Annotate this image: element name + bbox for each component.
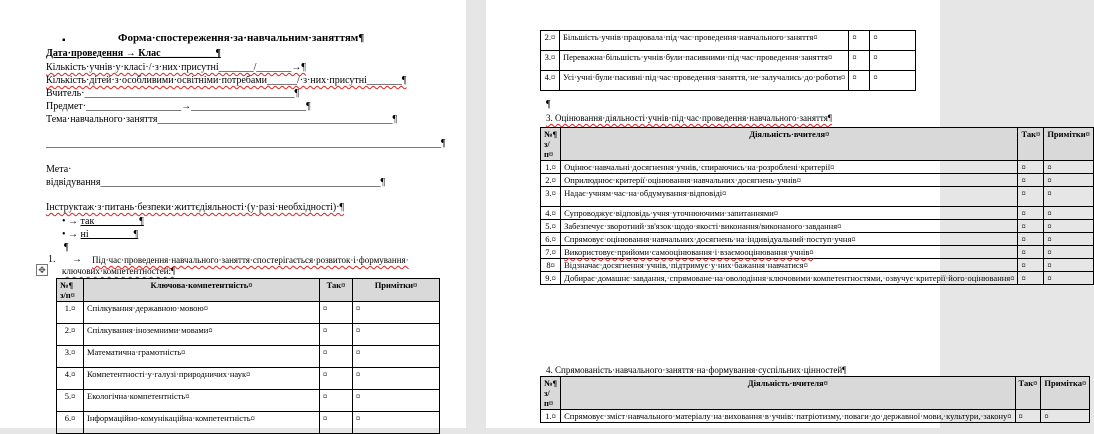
table-row: 2.¤ Оприлюднює·критерії·оцінювання·навчальних·досягнень·учнів¤ ¤ ¤ — [541, 174, 1094, 187]
table-row: 1.¤ Спілкування·державною·мовою¤ ¤ ¤ — [57, 302, 440, 324]
table-move-handle-icon[interactable]: ✥ — [36, 264, 48, 276]
item1-text: Під·час·проведення·навчального·заняття·спостерігається·розвиток·і·формування· — [92, 255, 409, 265]
competence-table — [56, 278, 440, 434]
field-subject[interactable]: Предмет·___________________→_______________________¶ — [46, 101, 311, 112]
table-row: 2.¤ Більшість·учнів·працювала·під·час·проведення·навчального·заняття¤ ¤ ¤ — [541, 31, 916, 51]
yes-cell[interactable]: ¤ — [1018, 174, 1044, 187]
option-yes[interactable]: • → так_________¶ — [62, 216, 144, 227]
yes-cell[interactable]: ¤ — [1018, 272, 1044, 285]
note-cell[interactable]: ¤ — [1044, 220, 1094, 233]
yes-cell[interactable]: ¤ — [1018, 259, 1044, 272]
note-cell[interactable]: ¤ — [353, 412, 440, 434]
field-date-class[interactable]: Дата·проведення → Клас___________¶ — [46, 48, 221, 59]
note-cell[interactable]: ¤ — [870, 31, 916, 51]
col-number: №¶ з/п¤ — [541, 377, 561, 410]
table-row: 1.¤ Оцінює·навчальні·досягнення·учнів,·спираючись·на·розроблені·критерії¤ ¤ ¤ — [541, 161, 1094, 174]
note-cell[interactable]: ¤ — [1044, 233, 1094, 246]
yes-cell[interactable]: ¤ — [1018, 187, 1044, 207]
col-number: №¶ з/п¤ — [57, 279, 84, 302]
col-notes: Примітки¤ — [353, 279, 440, 302]
table-row: 1.¤ Спрямовує·зміст·навчального·матеріалу·на·виховання·в·учнів:·патріотизму,·поваги·до·державної·мови,·культури,·закону¤ ¤ ¤ — [541, 410, 1090, 423]
col-yes: Так¤ — [1015, 377, 1041, 410]
yes-cell[interactable]: ¤ — [1018, 161, 1044, 174]
note-cell[interactable]: ¤ — [1044, 207, 1094, 220]
table-row: 6.¤ Інформаційно-комунікаційна·компетентність¤ ¤ ¤ — [57, 412, 440, 434]
yes-cell[interactable]: ¤ — [1018, 233, 1044, 246]
section-4-heading: 4. Спрямованість·навчального·заняття·на·формування·суспільних·цінностей¶ — [546, 365, 847, 375]
yes-cell[interactable]: ¤ — [320, 390, 353, 412]
yes-cell[interactable]: ¤ — [320, 302, 353, 324]
yes-cell[interactable]: ¤ — [1018, 207, 1044, 220]
col-yes: Так¤ — [1018, 128, 1044, 161]
note-cell[interactable]: ¤ — [870, 51, 916, 71]
col-teacher-activity: Діяльність·вчителя¤ — [561, 377, 1015, 410]
participation-table — [540, 30, 916, 91]
table-row: 6.¤ Спрямовує·оцінювання·навчальних·досягнень·на·індивідуальний·поступ·учня¤ ¤ ¤ — [541, 233, 1094, 246]
values-table — [540, 376, 1090, 423]
yes-cell[interactable]: ¤ — [1015, 410, 1041, 423]
yes-cell[interactable]: ¤ — [849, 71, 870, 91]
field-purpose-label: Мета· — [46, 164, 72, 175]
field-students-count[interactable]: Кількість·учнів·у·класі·/·з·них·присутні_______/_______→¶ — [46, 62, 306, 73]
col-yes: Так¤ — [320, 279, 353, 302]
table-row: 5.¤ Екологічна·компетентність¤ ¤ ¤ — [57, 390, 440, 412]
table-row: 5.¤ Забезпечує·зворотний·зв'язок·щодо·якості·виконання/виконаного·завдання¤ ¤ ¤ — [541, 220, 1094, 233]
note-cell[interactable]: ¤ — [1044, 272, 1094, 285]
yes-cell[interactable]: ¤ — [320, 368, 353, 390]
col-number: №¶ з/п¤ — [541, 128, 561, 161]
item1-text-cont: ключових·компетентностей:¶ — [62, 266, 176, 276]
note-cell[interactable]: ¤ — [1044, 246, 1094, 259]
yes-cell[interactable]: ¤ — [1018, 220, 1044, 233]
field-purpose[interactable]: відвідування________________________________________________________¶ — [46, 177, 386, 188]
field-special-needs-count[interactable]: Кількість·дітей·з·особливими·освітніми·потребами______/·з·них·присутні_______¶ — [46, 75, 407, 86]
section-3-heading: 3. Оцінювання·діяльності·учнів·під·час·проведення·навчального·заняття¶ — [546, 113, 832, 123]
table-row: 3.¤ Переважна·більшість·учнів·були·пасивними·під·час·проведення·заняття¤ ¤ ¤ — [541, 51, 916, 71]
note-cell[interactable]: ¤ — [353, 302, 440, 324]
col-teacher-activity: Діяльність·вчителя¤ — [561, 128, 1018, 161]
note-cell[interactable]: ¤ — [1044, 161, 1094, 174]
table-row: 8¤ Відзначає·досягнення·учнів,·підтримує·у·них·бажання·навчатися¤ ¤ ¤ — [541, 259, 1094, 272]
safety-instruction-label: Інструктаж·з·питань·безпеки·життєдіяльності·(у·разі·необхідності)·¶ — [46, 202, 345, 213]
note-cell[interactable]: ¤ — [1044, 174, 1094, 187]
col-note: Примітка¤ — [1041, 377, 1090, 410]
yes-cell[interactable]: ¤ — [1018, 246, 1044, 259]
note-cell[interactable]: ¤ — [353, 324, 440, 346]
table-row: 7.¤ Використовує·прийоми·самооцінювання·і·взаємооцінювання·учнів¤ ¤ ¤ — [541, 246, 1094, 259]
table-row: 2.¤ Спілкування·іноземними·мовами¤ ¤ ¤ — [57, 324, 440, 346]
note-cell[interactable]: ¤ — [870, 71, 916, 91]
document-page-right — [486, 0, 1090, 428]
field-topic[interactable]: Тема·навчального·заняття_______________________________________________¶ — [46, 114, 398, 125]
form-title: Форма·спостереження·за·навчальним·заняттям¶ — [118, 32, 365, 44]
table-row: 9.¤ Добирає·домашнє·завдання,·спрямоване·на·оволодіння·ключовими·компетентностями,·озвучує·критерії·його·оцінювання¤ ¤ ¤ — [541, 272, 1094, 285]
paragraph-mark: ¶ — [64, 242, 69, 253]
note-cell[interactable]: ¤ — [353, 346, 440, 368]
document-page-left — [0, 0, 466, 428]
table-row: 3.¤ Надає·учням·час·на·обдумування·відповіді¤ ¤ ¤ — [541, 187, 1094, 207]
arrow-icon: → — [72, 254, 82, 265]
note-cell[interactable]: ¤ — [353, 368, 440, 390]
note-cell[interactable]: ¤ — [1041, 410, 1090, 423]
note-cell[interactable]: ¤ — [1044, 187, 1094, 207]
yes-cell[interactable]: ¤ — [849, 51, 870, 71]
col-competence: Ключова·компетентність¤ — [84, 279, 320, 302]
assessment-table — [540, 127, 1094, 285]
item1-number: 1. — [48, 254, 56, 265]
note-cell[interactable]: ¤ — [1044, 259, 1094, 272]
page-gap — [466, 0, 486, 428]
option-no[interactable]: • → ні_________¶ — [62, 229, 139, 240]
yes-cell[interactable]: ¤ — [320, 346, 353, 368]
yes-cell[interactable]: ¤ — [320, 412, 353, 434]
field-topic-continued[interactable]: _______________________________________________________________________________¶ — [46, 138, 446, 149]
col-notes: Примітки¤ — [1044, 128, 1094, 161]
field-teacher[interactable]: Вчитель·__________________________________________¶ — [46, 88, 300, 99]
note-cell[interactable]: ¤ — [353, 390, 440, 412]
table-row: 4.¤ Супроводжує·відповідь·учня·уточнюючими·запитаннями¤ ¤ ¤ — [541, 207, 1094, 220]
bullet-mark: ▪ — [62, 35, 66, 46]
paragraph-mark: ¶ — [546, 99, 551, 110]
table-row: 3.¤ Математична·грамотність¤ ¤ ¤ — [57, 346, 440, 368]
yes-cell[interactable]: ¤ — [849, 31, 870, 51]
table-row: 4.¤ Усі·учні·були·пасивні·під·час·проведення·заняття,·не·залучались·до·роботи¤ ¤ ¤ — [541, 71, 916, 91]
table-row: 4.¤ Компетентності·у·галузі·природничих·наук¤ ¤ ¤ — [57, 368, 440, 390]
yes-cell[interactable]: ¤ — [320, 324, 353, 346]
